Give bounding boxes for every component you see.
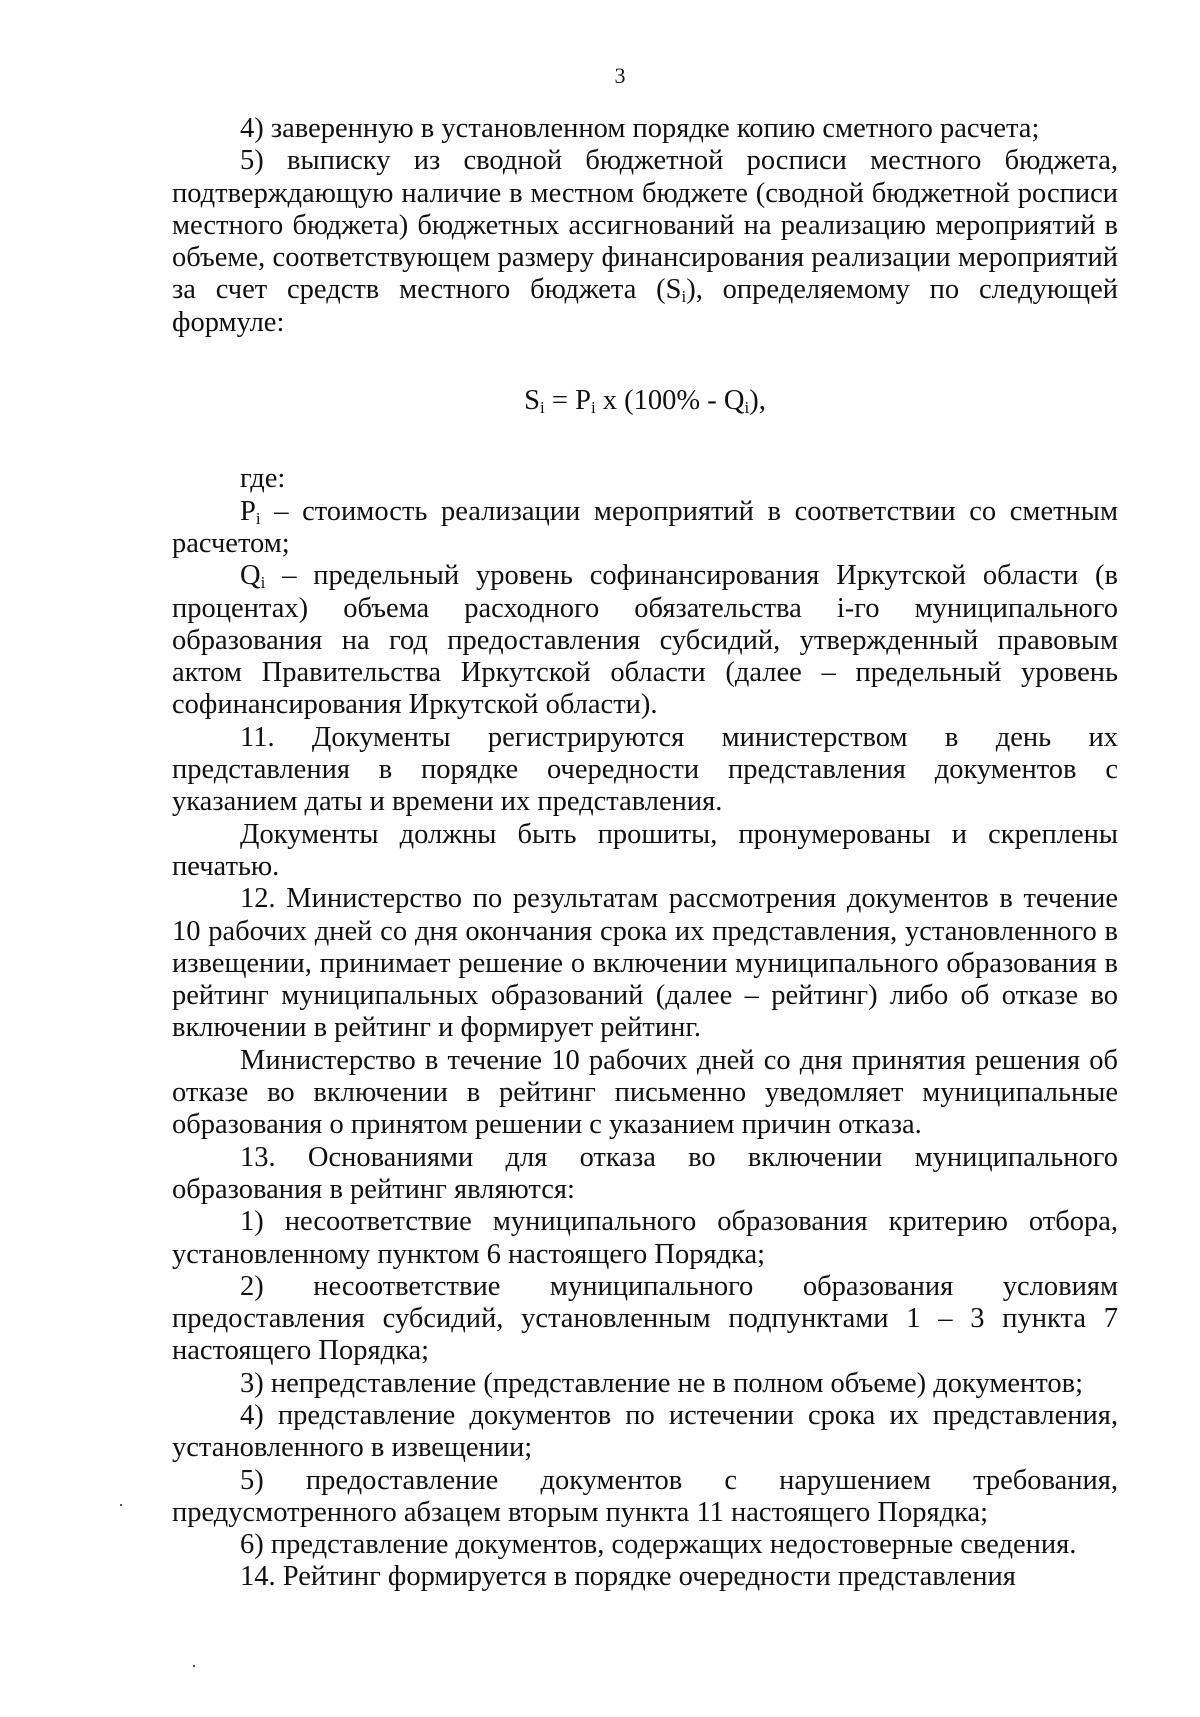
where-label: где: (240, 463, 286, 495)
item-5-subscript: i (681, 287, 687, 307)
qi-var: Q (240, 560, 261, 592)
pi-var: P (240, 495, 256, 527)
formula-s: S (524, 385, 541, 417)
pi-text: – стоимость реализации мероприятий в соответствии со сметным расчетом; (172, 495, 1118, 559)
formula-end: ), (749, 385, 766, 417)
item-13-6: 6) представление документов, содержащих недостоверные сведения. (240, 1529, 1077, 1561)
item-5-text: 5) выписку из сводной бюджетной росписи местного бюджета, подтверждающую наличие в местном бюджете (сводной бюджетной росписи местного бюджета) бюджетных ассигнований на реализацию мероприятий в объеме, соответствующем размеру финансирования реализации мероприятий за счет средств местного бюджета (S (172, 145, 1118, 306)
item-11-second-paragraph: Документы должны быть прошиты, пронумерованы и скреплены печатью. (172, 818, 1118, 882)
formula-p-sub: i (590, 398, 596, 418)
definition-pi (172, 496, 1118, 561)
item-12: 12. Министерство по результатам рассмотрения документов в течение 10 рабочих дней со дня окончания срока их представления, установленного в извещении, принимает решение о включении муниципального образования в рейтинг муниципальных образований (далее – рейтинг) либо об отказе во включении в рейтинг и формирует рейтинг. (172, 883, 1118, 1044)
item-12-second-paragraph: Министерство в течение 10 рабочих дней со дня принятия решения об отказе во включении в рейтинг письменно уведомляет муниципальные образования о принятом решении с указанием причин отказа. (172, 1044, 1118, 1141)
formula-s-sub: i (540, 398, 545, 418)
formula (172, 385, 1118, 417)
item-13-3: 3) непредставление (представление не в полном объеме) документов; (240, 1367, 1083, 1399)
item-4-estimate-copy: 4) заверенную в установленном порядке копию сметного расчета; (240, 113, 1040, 144)
item-11: 11. Документы регистрируются министерством в день их представления в порядке очередности представления документов с указанием даты и времени их представления. (172, 721, 1118, 818)
item-13-2: 2) несоответствие муниципального образования условиям предоставления субсидий, установленным подпунктами 1 – 3 пункта 7 настоящего Порядка; (172, 1270, 1118, 1367)
pi-sub: i (255, 508, 261, 528)
formula-eq-p: = P (544, 385, 591, 417)
formula-mid: x (100% - Q (595, 385, 745, 417)
item-5-budget-extract (172, 145, 1118, 339)
page-number: 3 (614, 63, 626, 88)
qi-sub: i (260, 573, 266, 593)
item-5-text-end: ), определяемому по следующей формуле: (172, 274, 1118, 338)
item-13-1: 1) несоответствие муниципального образования критерию отбора, установленному пунктом 6 настоящего Порядка; (172, 1206, 1118, 1270)
scan-speck (120, 1504, 122, 1506)
item-13: 13. Основаниями для отказа во включении муниципального образования в рейтинг являются: (172, 1141, 1118, 1205)
definition-qi (172, 560, 1118, 721)
document-body (172, 113, 1118, 1594)
item-14: 14. Рейтинг формируется в порядке очередности представления (240, 1561, 1016, 1593)
formula-q-sub: i (744, 398, 750, 418)
qi-text: – предельный уровень софинансирования Иркутской области (в процентах) объема расходного обязательства i-го муниципального образования на год предоставления субсидий, утвержденный правовым актом Правительства Иркутской области (далее – предельный уровень софинансирования Иркутской области). (172, 560, 1118, 721)
item-13-5: 5) предоставление документов с нарушением требования, предусмотренного абзацем вторым пункта 11 настоящего Порядка; (172, 1464, 1118, 1528)
item-13-4: 4) представление документов по истечении срока их представления, установленного в извещении; (172, 1399, 1118, 1464)
scan-speck (193, 1665, 195, 1667)
